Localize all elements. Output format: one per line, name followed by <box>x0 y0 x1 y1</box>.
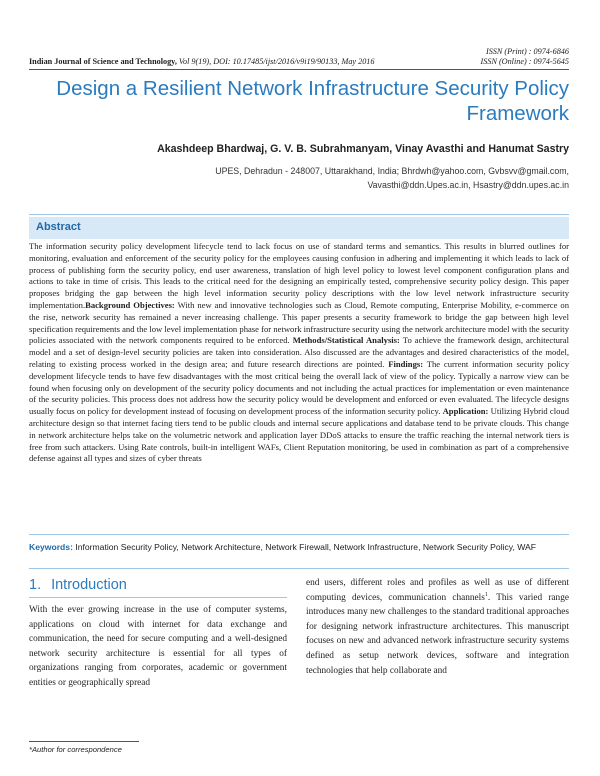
application-text: Utilizing Hybrid cloud architecture design so that internet facing tiers tend to be public clouds and internal secure applications and database tend to be private clouds. This change in network architecture helps take on the volumetric network and application layer DDoS attacks to ensure the traffic reaching the internal network tiers is free from such attackers. Using Rate controls, built-in intelligent WAFs, Client Reputation monitoring, be used in combination as part of a comprehensive defense against all types and sizes of cyber threats <box>29 406 569 464</box>
background-text: With new and innovative technologies such as Cloud, Remote computing, Enterprise Mobility, e-commerce on the rise, network security has remained a never increasing challenge. This paper presents a security framework to bridge the gap between high level specification requirements and the low level implementation phase for network infrastructure security using the network architecture model with the security policies associated with the network components required to be enforced. <box>29 299 569 346</box>
journal-citation <box>29 57 375 66</box>
section-heading-introduction <box>29 577 127 593</box>
keywords-top-divider <box>29 534 569 535</box>
findings-text: The current information security policy development lifecycle tends to have few disadvantages with the most critical being the overall lack of view of the policy. Typically a narrow view can be found when focusing only on development of the security policy documents and not including the actual practices for implementation or even maintenance of the security policies. This process does not address how the security policy would be development and enforced or even evaluated. The lifecycle designs usually focus on policy for development instead of focusing on development process of the information security policy. <box>29 358 569 417</box>
intro-right-column <box>306 576 569 678</box>
abstract-intro: The information security policy development lifecycle tend to lack focus on use of standard terms and semantics. This results in blurred outlines for monitoring, evaluation and enforcement of the security policy for the employees causing confusion in adhering and implementing it which leads to lack of process of publishing form the security policy, end user awareness, translation of high level policy to lowest level component configuration plans and actions to take in time of crisis. This leads to the critical need for the designing an empirically tested, comprehensive security policy design. This paper proposes bridging the gap between the high level information security policy descriptions with the low level network infrastructure security implementation. <box>29 241 569 310</box>
issn-print: ISSN (Print) : 0974-6846 <box>485 47 569 56</box>
background-label: Background Objectives: <box>85 299 175 310</box>
application-label: Application: <box>442 406 489 417</box>
paper-title: Design a Resilient Network Infrastructure Security Policy Framework <box>56 77 569 125</box>
abstract-header <box>29 217 569 239</box>
methods-label: Methods/Statistical Analysis: <box>292 335 400 346</box>
header-divider <box>29 69 569 70</box>
issn-block <box>481 47 569 67</box>
issn-online: ISSN (Online) : 0974-5645 <box>480 57 569 66</box>
findings-label: Findings: <box>388 358 424 369</box>
footnote-divider <box>29 741 139 742</box>
intro-right-text-a: end users, different roles and profiles as well as use of different computing devices, communication channels <box>306 578 569 603</box>
affiliation: UPES, Dehradun - 248007, Uttarakhand, India; Bhrdwh@yahoo.com, Gvbsvv@gmail.com, Vavasthi@ddn.Upes.ac.in, Hsastry@ddn.upes.ac.in <box>215 166 569 190</box>
keywords-bottom-divider <box>29 568 569 569</box>
section-title: Introduction <box>51 577 127 593</box>
keywords-label: Keywords: <box>29 542 73 552</box>
keywords <box>29 541 569 553</box>
keywords-text: Information Security Policy, Network Architecture, Network Firewall, Network Infrastructure, Network Security Policy, WAF <box>72 542 537 552</box>
journal-details: Vol 9(19), DOI: 10.17485/ijst/2016/v9i19/90133, May 2016 <box>176 57 375 66</box>
section-divider <box>29 597 287 598</box>
intro-left-column: With the ever growing increase in the use of computer systems, applications on cloud with internet for data exchange and communication, the need for secure computing and a well-designed network security architecture is essential for all types of organizations ranging from corporates, academic or government entities or geographically spread <box>29 605 287 688</box>
citation-ref[interactable]: 1 <box>484 591 488 598</box>
abstract-heading: Abstract <box>36 221 81 233</box>
journal-name: Indian Journal of Science and Technology, <box>29 57 177 66</box>
methods-text: To achieve the framework design, architectural model and a set of design-level security policies are taken into consideration. Also discussed are the advantages and desired characteristics of the model, relating to existing process worked in the design area; and future research directions are pointed. <box>29 335 569 369</box>
author-list: Akashdeep Bhardwaj, G. V. B. Subrahmanyam, Vinay Avasthi and Hanumat Sastry <box>157 143 569 155</box>
correspondence-footnote: *Author for correspondence <box>29 745 122 754</box>
abstract-body <box>29 241 569 465</box>
section-number: 1. <box>29 577 42 593</box>
intro-right-text-b: . This varied range introduces many new challenges to the standard traditional approaches for designing network infrastructure architectures. This manuscript focuses on new and advanced network infrastructure security systems defined as setup network devices, software and integration technologies that help collaborate and <box>306 592 569 676</box>
